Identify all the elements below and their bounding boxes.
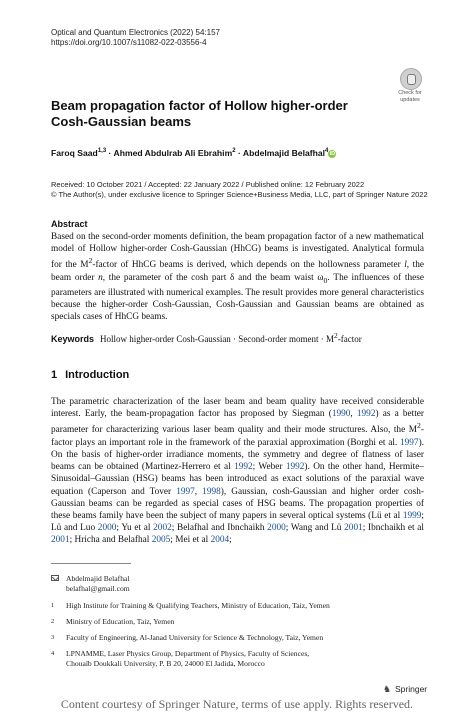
body-text: The parametric characterization of the laser beam and beam quality have received considerable interest. Early, the beam-propagation factor has proposed by Siegman ( — [51, 397, 424, 420]
citation-link[interactable]: 1992 — [285, 462, 305, 473]
author-1[interactable]: Faroq Saad — [51, 148, 98, 158]
symbol-n: n — [98, 272, 103, 283]
affiliation-2 — [51, 617, 424, 627]
body-text: ; Belafhal and Ibnchaikh — [171, 523, 268, 534]
affiliation-text: Faculty of Engineering, Al-Janad University for Science & Technology, Taiz, Yemen — [66, 633, 324, 642]
affiliation-text: High Institute for Training & Qualifying Teachers, Ministry of Education, Taiz, Yemen — [66, 601, 330, 610]
citation-link[interactable]: 1998 — [202, 486, 221, 497]
springer-horse-icon: ♞ — [382, 684, 392, 694]
badge-line-2: updates — [400, 96, 420, 103]
affiliation-number: 4 — [51, 650, 55, 657]
abstract-text: , the parameter of the cosh part δ and the beam waist ω — [102, 272, 324, 283]
doi-link[interactable]: https://doi.org/10.1007/s11082-022-03556-4 — [51, 38, 207, 47]
citation-link[interactable]: 1992 — [356, 409, 376, 420]
body-text: , — [350, 409, 357, 420]
abstract-text: , the beam order — [51, 260, 424, 283]
body-text: ; Mei et al — [170, 535, 211, 546]
body-text: ; Lü and Luo — [51, 510, 424, 534]
corresponding-author — [51, 574, 351, 594]
citation-link[interactable]: 2001 — [344, 523, 363, 534]
author-1-affil: 1,3 — [97, 148, 107, 155]
symbol-l: l — [404, 260, 407, 271]
author-separator: · — [106, 148, 114, 158]
content-courtesy-watermark: Content courtesy of Springer Nature, terms of use apply. Rights reserved. — [60, 697, 414, 711]
author-list — [51, 148, 336, 158]
badge-line-1: Check for — [398, 90, 422, 96]
citation-link[interactable]: 2002 — [153, 523, 172, 534]
introduction-body — [51, 396, 424, 547]
author-3-affil: 4 — [325, 148, 329, 155]
journal-citation: Optical and Quantum Electronics (2022) 54:157 — [51, 28, 220, 37]
affiliation-number: 2 — [51, 618, 55, 625]
body-text: ; Ibnchaikh et al — [362, 523, 424, 534]
affiliation-text: LPNAMME, Laser Physics Group, Department of Physics, Faculty of Sciences, — [66, 649, 310, 658]
update-check-icon — [400, 68, 422, 90]
affiliation-3 — [51, 633, 424, 643]
body-text: ; Hricha and Belafhal — [69, 535, 152, 546]
check-for-updates-badge[interactable] — [393, 68, 427, 104]
citation-link[interactable]: 1992 — [234, 462, 253, 473]
citation-link[interactable]: 1997 — [176, 486, 195, 497]
citation-link[interactable]: 1997 — [399, 437, 419, 448]
copyright-line: © The Author(s), under exclusive licence to Springer Science+Business Media, LLC, part of Springer Nature 2022 — [51, 190, 428, 199]
author-2[interactable]: Ahmed Abdulrab Ali Ebrahim — [113, 148, 233, 158]
body-text: ). On the other hand, Hermite–Sinusoidal–Gaussian (HSG) beams has been introduced as exact solutions of the paraxial wave equation (Caperson and Tover — [51, 462, 424, 497]
affiliation-number: 3 — [51, 634, 55, 641]
body-text: ; Wang and Lü — [285, 523, 345, 534]
citation-link[interactable]: 2000 — [267, 523, 286, 534]
citation-link[interactable]: 1999 — [402, 510, 422, 521]
body-text: ), Gaussian, cosh-Gaussian and higher order cosh-Gaussian beams can be regarded as special cases of HSG beams. The propagation properties of these beams family have been the subject of many papers in several optical systems (Lü et al — [51, 486, 424, 521]
body-text: ) as a better parameter for characterizing various laser beam quality and their mode structures. Also, the M — [51, 409, 424, 436]
keywords-text: Hollow higher-order Cosh-Gaussian · Second-order moment · M — [100, 334, 335, 344]
contact-name: Abdelmajid Belafhal — [66, 574, 130, 583]
citation-link[interactable]: 2005 — [151, 535, 171, 546]
affiliation-number: 1 — [51, 602, 55, 609]
citation-link[interactable]: 2004 — [210, 535, 230, 546]
footnote-divider — [51, 563, 131, 564]
body-text: ; — [229, 535, 232, 546]
subscript: 0 — [323, 275, 328, 285]
keywords — [51, 331, 424, 344]
body-text: ). On the basis of higher-order irradiance moments, the symmetry and degree of flatness of laser beams can be obtained (Martinez-Herrero et al — [51, 437, 424, 473]
citation-link[interactable]: 2001 — [51, 535, 70, 546]
abstract-text: Based on the second-order moments definition, the beam propagation factor of a new mathematical model of Hollow higher-order Cosh-Gaussian (HhCG) beams is investigated. Analytical formula for the M — [51, 232, 424, 271]
publication-dates: Received: 10 October 2021 / Accepted: 22 January 2022 / Published online: 12 February 2022 — [51, 180, 365, 189]
section-heading-introduction — [51, 369, 129, 381]
author-2-affil: 2 — [232, 148, 236, 155]
affiliation-1 — [51, 601, 424, 611]
superscript: 2 — [417, 421, 421, 431]
paper-title: Beam propagation factor of Hollow higher-order Cosh-Gaussian beams — [51, 98, 348, 129]
body-text: , — [194, 486, 203, 497]
publisher-name: Springer — [395, 684, 428, 694]
springer-logo — [382, 684, 427, 694]
abstract-text: -factor of HhCG beams is derived, which depends on the hollowness parameter — [92, 260, 405, 271]
affiliation-4 — [51, 649, 424, 669]
superscript: 2 — [88, 256, 93, 266]
keywords-tail: -factor — [337, 334, 362, 344]
affiliation-text: Ministry of Education, Taiz, Yemen — [66, 617, 175, 626]
author-separator: · — [235, 148, 243, 158]
citation-link[interactable]: 1990 — [331, 409, 351, 420]
body-text: -factor plays an important role in the framework of the paraxial approximation (Borghi et al. — [51, 425, 424, 448]
section-number: 1 — [51, 369, 58, 381]
abstract-body — [51, 231, 424, 323]
orcid-icon[interactable]: iD — [329, 150, 336, 157]
abstract-text: . The influences of these parameters are illustrated with numerical examples. The result provides more general characteristics because the higher-order Cosh-Gaussian, Cosh-Gaussian and Gaussian beams are obtained as specials cases of HhCG beams. — [51, 272, 424, 323]
abstract-heading: Abstract — [51, 219, 88, 229]
body-text: ; Yu et al — [116, 523, 154, 534]
keywords-label: Keywords — [51, 334, 95, 344]
superscript: 2 — [334, 331, 338, 340]
section-title: Introduction — [65, 369, 130, 381]
affiliation-text: Chouaïb Doukkali University, P. B 20, 24000 El Jadida, Morocco — [66, 659, 265, 668]
envelope-icon — [51, 575, 59, 581]
body-text: ; Weber — [252, 462, 286, 473]
contact-email[interactable]: belafhal@gmail.com — [66, 584, 130, 593]
citation-link[interactable]: 2000 — [97, 523, 117, 534]
author-3[interactable]: Abdelmajid Belafhal — [242, 148, 326, 158]
